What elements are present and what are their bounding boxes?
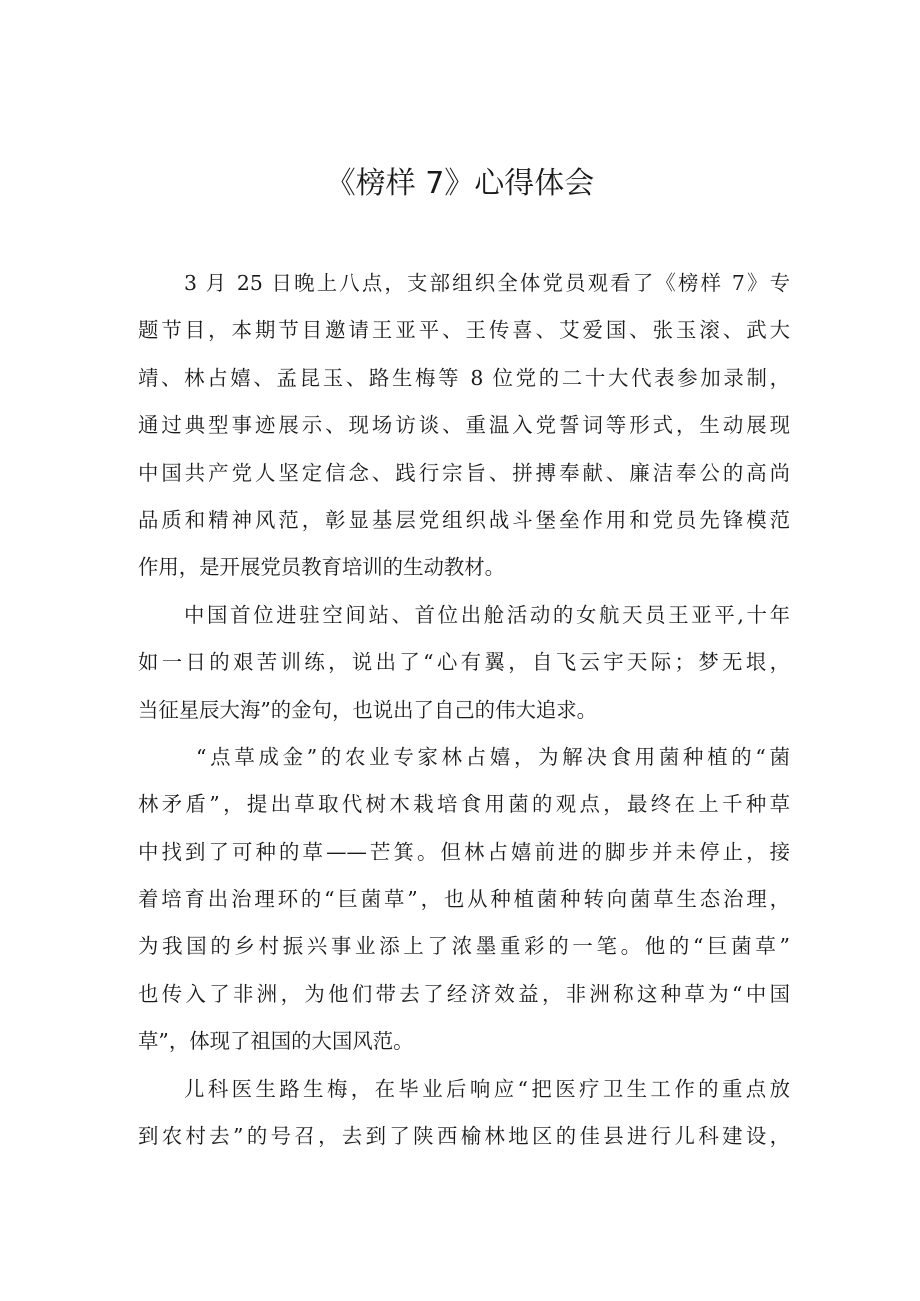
text-line: 儿科医生路生梅，在毕业后响应“把医疗卫生工作的重点放 (184, 1076, 790, 1101)
paragraph-intro (138, 264, 790, 596)
text-line: 为我国的乡村振兴事业添上了浓墨重彩的一笔。他的“巨菌草” (138, 934, 790, 959)
page-title: 《榜样 7》心得体会 (325, 166, 595, 201)
text-line: 中找到了可种的草——芒箕。但林占嬉前进的脚步并未停止，接 (138, 839, 790, 864)
text-line: 草”，体现了祖国的大国风范。 (138, 1029, 414, 1054)
paragraph-lin-zhanxi (138, 738, 790, 1070)
paragraph-lu-shengmei (138, 1070, 790, 1165)
text-line: 通过典型事迹展示、现场访谈、重温入党誓词等形式，生动展现 (138, 413, 790, 438)
text-line: 当征星辰大海”的金句，也说出了自己的伟大追求。 (138, 697, 598, 722)
text-line: 到农村去”的号召，去到了陕西榆林地区的佳县进行儿科建设， (138, 1124, 790, 1149)
text-line: 中国首位进驻空间站、首位出舱活动的女航天员王亚平,十年 (184, 602, 790, 627)
text-line: 如一日的艰苦训练，说出了“心有翼，自飞云宇天际；梦无垠， (138, 650, 790, 675)
text-line: 作用，是开展党员教育培训的生动教材。 (138, 555, 506, 580)
text-line: 着培育出治理环的“巨菌草”，也从种植菌种转向菌草生态治理， (138, 887, 790, 912)
text-line: 靖、林占嬉、孟昆玉、路生梅等 8 位党的二十大代表参加录制， (138, 365, 790, 390)
text-line: 3 月 25 日晚上八点，支部组织全体党员观看了《榜样 7》专 (184, 271, 790, 295)
document-body (138, 264, 790, 1164)
text-line: “点草成金”的农业专家林占嬉，为解决食用菌种植的“菌 (196, 744, 790, 769)
text-line: 也传入了非洲，为他们带去了经济效益，非洲称这种草为“中国 (138, 981, 790, 1006)
paragraph-wang-yaping (138, 596, 790, 738)
text-line: 林矛盾”，提出草取代树木栽培食用菌的观点，最终在上千种草 (138, 792, 790, 817)
text-line: 中国共产党人坚定信念、践行宗旨、拼搏奉献、廉洁奉公的高尚 (138, 460, 790, 485)
text-line: 品质和精神风范，彰显基层党组织战斗堡垒作用和党员先锋模范 (138, 507, 790, 532)
text-line: 题节目，本期节目邀请王亚平、王传喜、艾爱国、张玉滚、武大 (138, 318, 790, 343)
